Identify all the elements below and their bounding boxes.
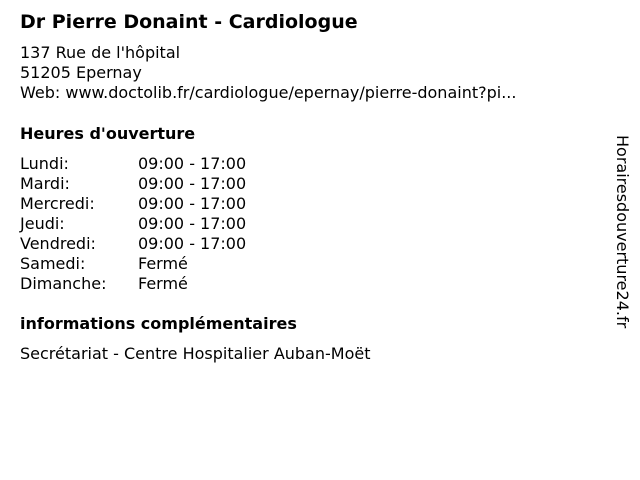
address-web: Web: www.doctolib.fr/cardiologue/epernay/pierre-donaint?pi... [20,83,517,102]
day-label: Jeudi: [20,214,65,233]
additional-info-heading: informations complémentaires [20,314,297,333]
day-label: Mercredi: [20,194,95,213]
day-label: Dimanche: [20,274,107,293]
opening-hours-heading: Heures d'ouverture [20,124,196,143]
day-label: Lundi: [20,154,69,173]
opening-hours-table [20,154,246,294]
time-value: Fermé [138,274,188,293]
additional-info-text: Secrétariat - Centre Hospitalier Auban-Moët [20,344,371,363]
hours-row-sunday [20,274,246,294]
address-block [20,43,516,103]
address-street: 137 Rue de l'hôpital [20,43,181,62]
hours-row-thursday [20,214,246,234]
site-watermark: Horairesdouverture24.fr [613,135,632,329]
hours-row-friday [20,234,246,254]
time-value: 09:00 - 17:00 [138,174,247,193]
time-value: 09:00 - 17:00 [138,214,247,233]
day-label: Samedi: [20,254,86,273]
time-value: 09:00 - 17:00 [138,234,247,253]
page-title: Dr Pierre Donaint - Cardiologue [20,11,358,33]
hours-row-monday [20,154,246,174]
time-value: 09:00 - 17:00 [138,154,247,173]
time-value: 09:00 - 17:00 [138,194,247,213]
hours-row-wednesday [20,194,246,214]
day-label: Mardi: [20,174,70,193]
hours-row-saturday [20,254,246,274]
hours-row-tuesday [20,174,246,194]
day-label: Vendredi: [20,234,96,253]
address-city: 51205 Epernay [20,63,142,82]
time-value: Fermé [138,254,188,273]
